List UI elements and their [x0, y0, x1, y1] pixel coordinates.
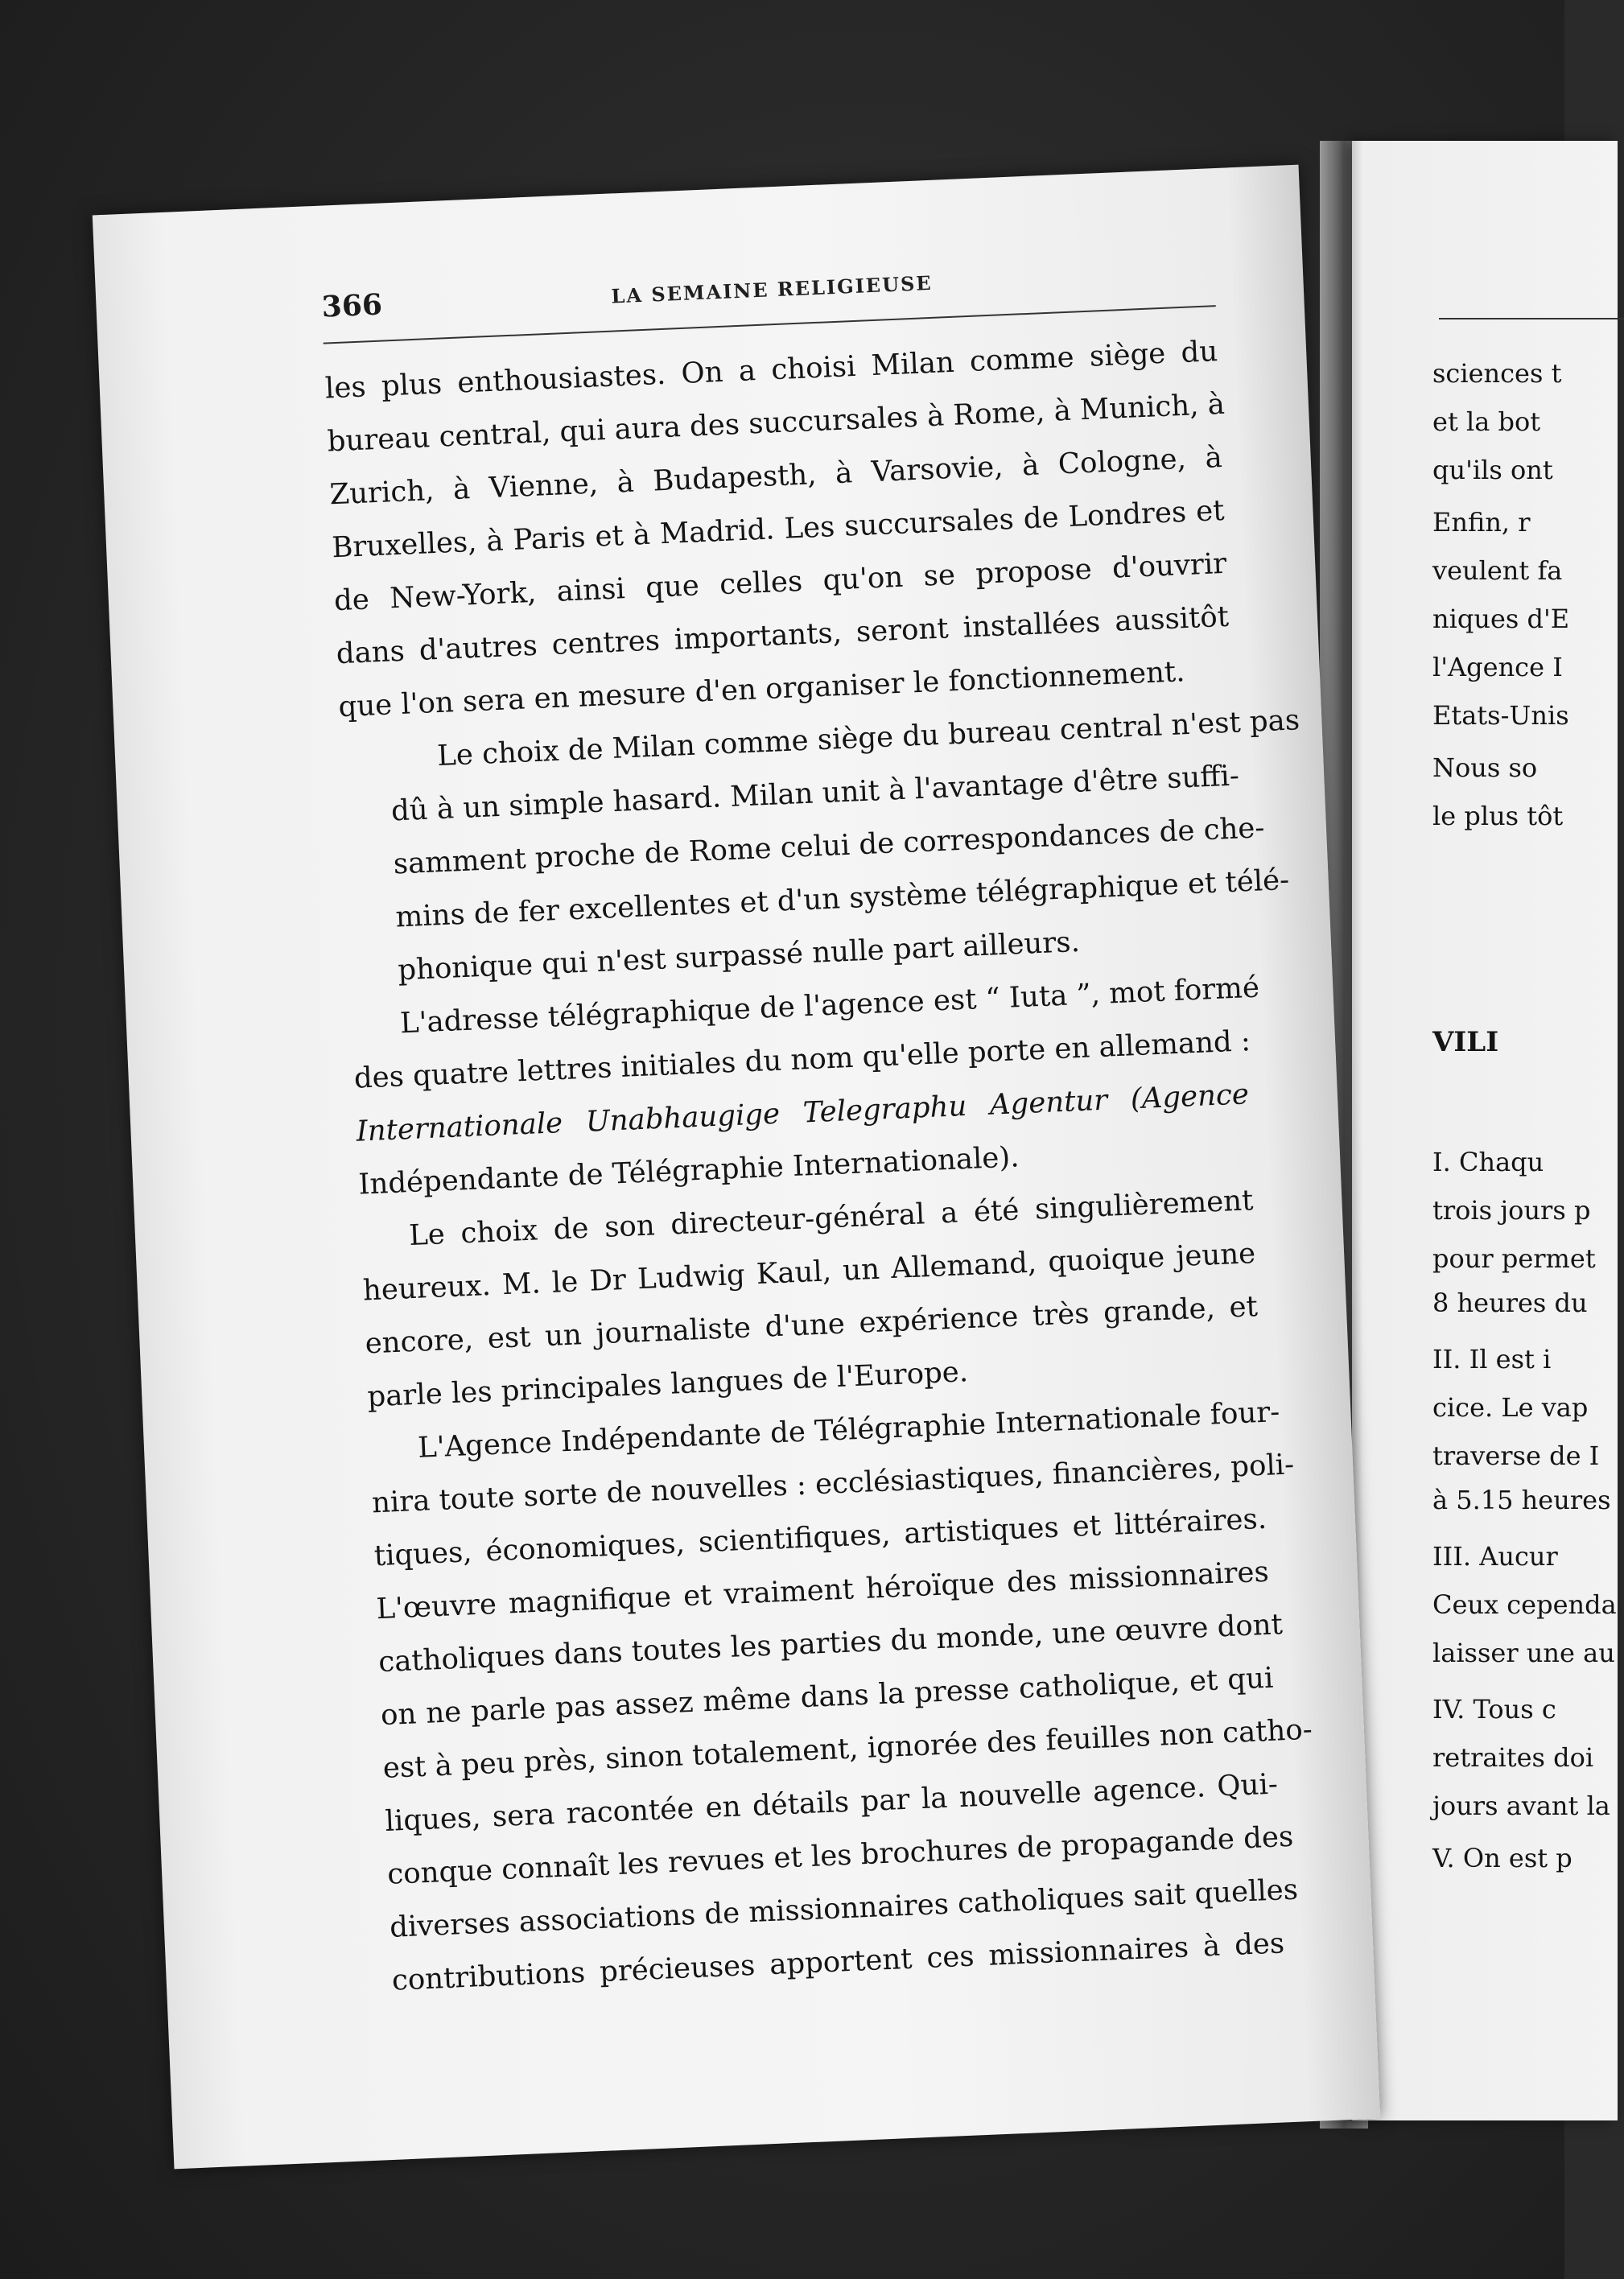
text-line: Le choix de son directeur-général a été singulièrement [408, 1184, 1255, 1253]
text-line: les plus enthousiastes. On a choisi Milan comme siège du [324, 335, 1218, 406]
right-page-line: et la bot [1432, 406, 1541, 437]
paragraph-1 [324, 325, 1232, 734]
right-page-line: II. Il est i [1432, 1344, 1552, 1374]
italic-title: Internationale Unabhaugige Telegraphu Agentur (Agence [355, 1078, 1250, 1148]
paragraph-5 [369, 1387, 1313, 2008]
text-line: Le choix de Milan comme siège du bureau central n'est pas [436, 703, 1300, 773]
text-line: Bruxelles, à Paris et à Madrid. Les succursales de Londres et [331, 493, 1226, 565]
right-page-line: Enfin, r [1432, 507, 1531, 538]
right-page-line: trois jours p [1432, 1195, 1591, 1226]
text-line: bureau central, qui aura des succursales à Rome, à Munich, à [326, 387, 1226, 459]
right-page-line: jours avant la [1432, 1791, 1610, 1821]
right-page-line: 8 heures du [1432, 1288, 1588, 1318]
right-page-line: le plus tôt [1432, 801, 1564, 831]
text-line: de New-York, ainsi que celles qu'on se propose d'ouvrir [333, 546, 1227, 618]
text-line: tiques, économiques, scientifiques, artistiques et littéraires. [373, 1502, 1267, 1573]
text-line: contributions précieuses apportent ces missionnaires à des [391, 1927, 1285, 1997]
right-page-line: veulent fa [1432, 555, 1563, 586]
text-line: parle les principales langues de l'Europe. [366, 1355, 969, 1414]
right-page-line: retraites doi [1432, 1742, 1594, 1773]
right-page-line: sciences t [1432, 358, 1562, 389]
text-line: phonique qui n'est surpassé nulle part ailleurs. [397, 925, 1081, 987]
text-line: mins de fer excellentes et d'un système télégraphique et télé- [394, 863, 1290, 934]
right-page-line: pour permet [1432, 1243, 1596, 1274]
right-page-heading: VILI [1432, 1026, 1499, 1058]
right-page-line: niques d'E [1432, 604, 1570, 634]
right-page-line: qu'ils ont [1432, 455, 1553, 485]
right-page-line: III. Aucur [1432, 1541, 1558, 1572]
text-line: conque connaît les revues et les brochures de propagande des [386, 1819, 1294, 1891]
text-line: nira toute sorte de nouvelles : ecclésiastiques, financières, poli- [371, 1448, 1295, 1520]
text-line: Zurich, à Vienne, à Budapesth, à Varsovie, à Cologne, à [328, 440, 1223, 512]
right-page-line: I. Chaqu [1432, 1147, 1544, 1177]
text-line: Indépendante de Télégraphie Internationale). [357, 1140, 1020, 1201]
paragraph-4 [360, 1174, 1261, 1424]
text-line: que l'on sera en mesure d'en organiser le fonctionnement. [337, 655, 1186, 724]
body-text [324, 325, 1313, 2008]
text-line: dû à un simple hasard. Milan unit à l'avantage d'être suffi- [390, 759, 1240, 828]
text-line: catholiques dans toutes les parties du monde, une œuvre dont [377, 1608, 1284, 1679]
right-page [1352, 141, 1618, 2120]
right-page-line: Nous so [1432, 752, 1538, 783]
text-line: L'œuvre magnifique et vraiment héroïque des missionnaires [375, 1555, 1270, 1626]
right-page-line: cice. Le vap [1432, 1392, 1589, 1423]
text-line: est à peu près, sinon totalement, ignorée des feuilles non catho- [382, 1712, 1313, 1786]
paragraph-2 [340, 697, 1300, 999]
running-head-title: LA SEMAINE RELIGIEUSE [610, 270, 934, 308]
right-page-line: V. On est p [1432, 1843, 1572, 1873]
text-line: des quatre lettres initiales du nom qu'elle porte en allemand : [353, 1024, 1251, 1095]
text-line: L'adresse télégraphique de l'agence est “ Iuta ”, mot formé [399, 971, 1260, 1041]
text-line: L'Agence Indépendante de Télégraphie Internationale four- [417, 1395, 1281, 1465]
text-line: encore, est un journaliste d'une expérience très grande, et [364, 1290, 1259, 1361]
text-line: samment proche de Rome celui de correspondances de che- [393, 811, 1266, 881]
paragraph-3 [351, 962, 1260, 1211]
right-page-line: laisser une au [1432, 1638, 1615, 1668]
right-page-line: Etats-Unis [1432, 700, 1569, 731]
right-page-line: à 5.15 heures [1432, 1485, 1611, 1515]
text-line: diverses associations de missionnaires catholiques sait quelles [389, 1873, 1299, 1944]
running-head [321, 253, 1224, 339]
text-line: dans d'autres centres importants, seront installées aussitôt [336, 600, 1230, 671]
right-page-line: Ceux cependa [1432, 1589, 1617, 1620]
right-page-line: traverse de I [1432, 1440, 1600, 1471]
left-page [93, 165, 1380, 2170]
text-line: heureux. M. le Dr Ludwig Kaul, un Allemand, quoique jeune [362, 1237, 1256, 1308]
right-header-rule [1439, 318, 1624, 319]
text-line: liques, sera racontée en détails par la nouvelle agence. Qui- [384, 1767, 1279, 1838]
right-page-line: l'Agence I [1432, 652, 1563, 682]
right-page-line: IV. Tous c [1432, 1694, 1556, 1725]
text-line: on ne parle pas assez même dans la presse catholique, et qui [380, 1661, 1275, 1733]
page-number: 366 [320, 287, 383, 324]
